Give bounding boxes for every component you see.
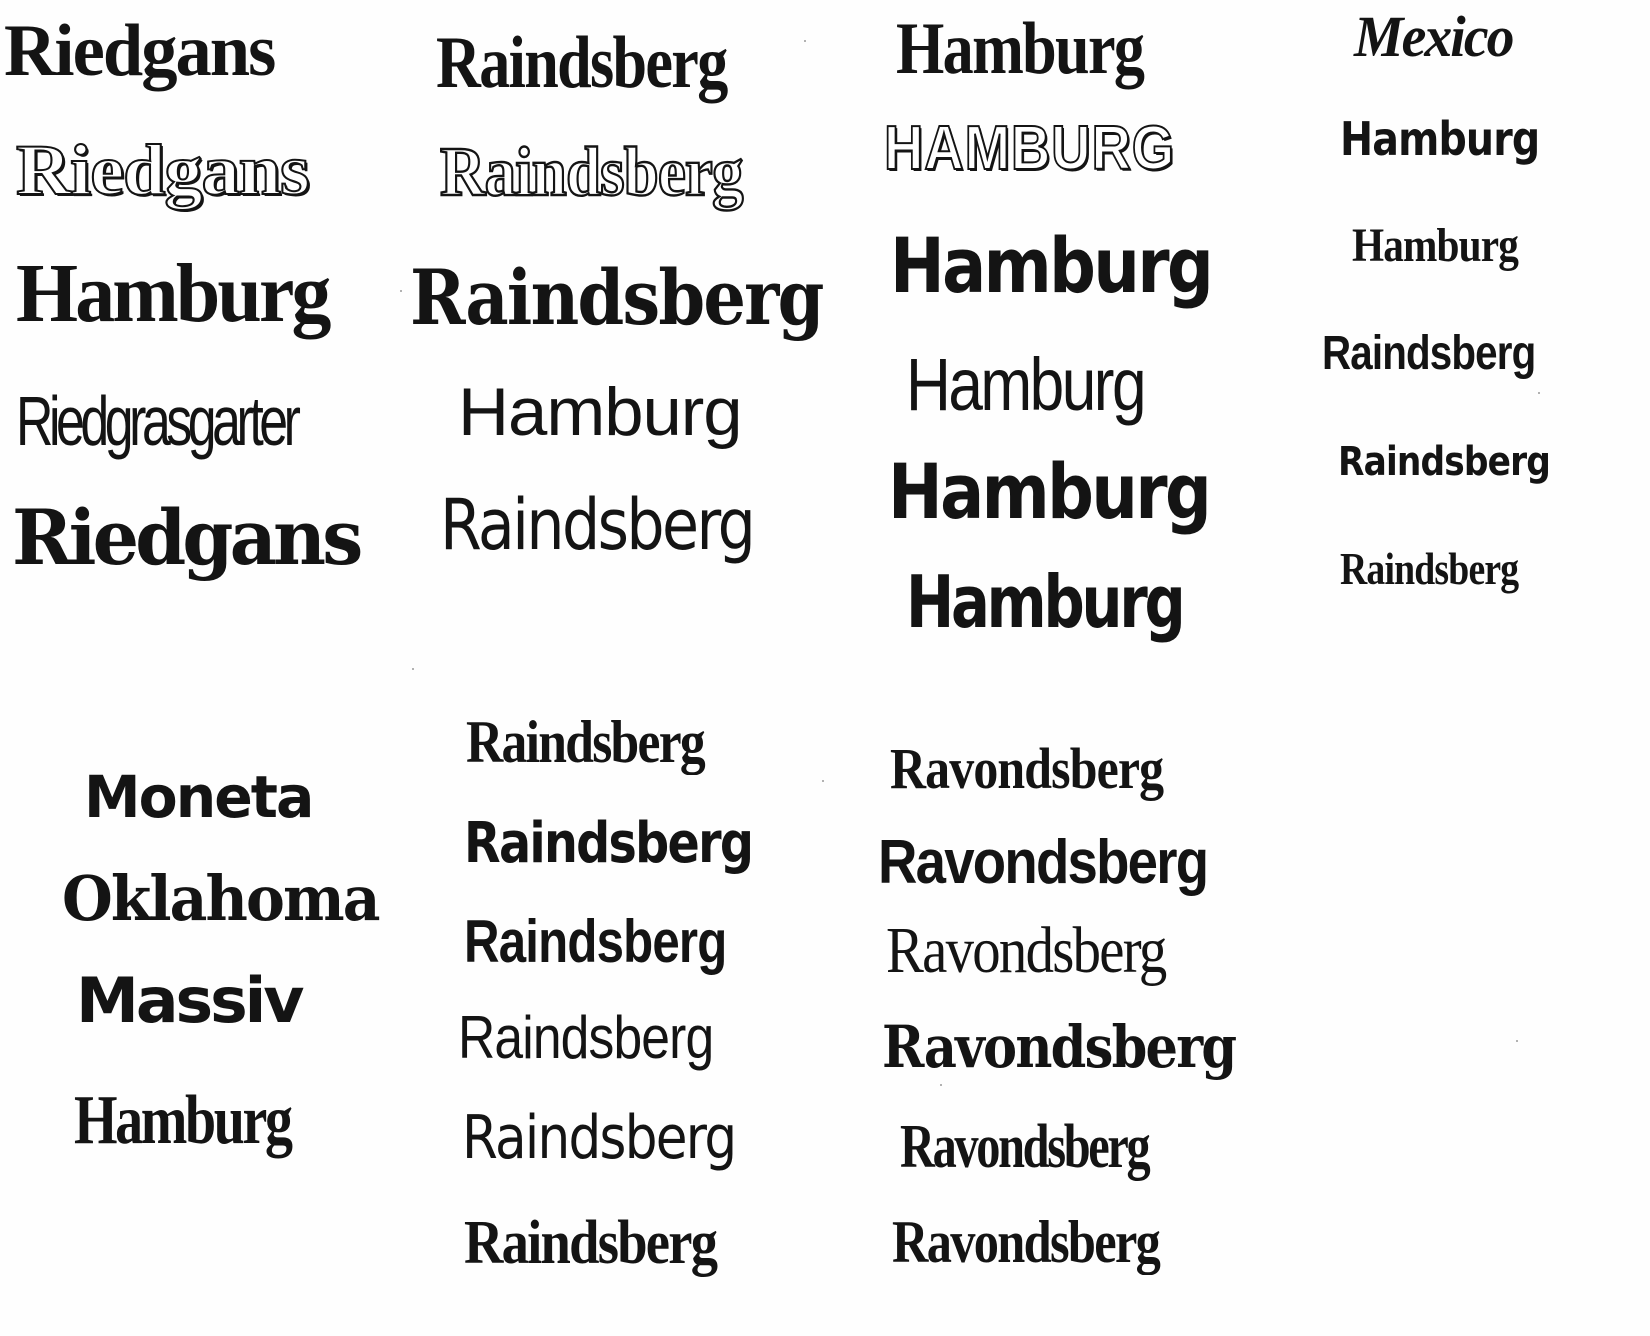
specimen-riedgrasgarter-thin: Riedgrasgarter	[16, 382, 297, 460]
specimen-hamburg-bold-sans: Hamburg	[888, 447, 1210, 536]
specimen-ravondsberg-serif: Ravondsberg	[890, 736, 1164, 801]
specimen-hamburg-heavy-sans: Hamburg	[890, 221, 1212, 310]
specimen-raindsberg-decorative-light: Raindsberg	[458, 1004, 714, 1071]
specimen-raindsberg-semibold: Raindsberg	[464, 908, 727, 975]
scan-speck	[1516, 1040, 1518, 1042]
specimen-riedgans-inline: Riedgans	[16, 130, 309, 210]
specimen-hamburg-stencil: Hamburg	[906, 560, 1183, 644]
specimen-raindsberg-rounded: Raindsberg	[440, 484, 754, 566]
specimen-raindsberg-sans-bold: Raindsberg	[464, 811, 753, 876]
specimen-oklahoma: Oklahoma	[62, 862, 379, 935]
specimen-ravondsberg-light-serif: Ravondsberg	[886, 914, 1166, 987]
scan-speck	[412, 668, 414, 670]
scan-speck	[940, 1084, 942, 1086]
specimen-hamburg-serif-small: Hamburg	[1352, 219, 1518, 272]
specimen-ravondsberg-bottom: Ravondsberg	[892, 1209, 1160, 1275]
specimen-hamburg-round-sans: Hamburg	[906, 343, 1145, 426]
specimen-raindsberg-sans-medium: Raindsberg	[1322, 327, 1536, 380]
specimen-raindsberg-sans-heavy-small: Raindsberg	[1338, 439, 1551, 485]
specimen-riedgans-bold-serif: Riedgans	[4, 10, 275, 92]
specimen-massiv: Massiv	[76, 964, 302, 1037]
specimen-raindsberg-regular-sans: Raindsberg	[462, 1103, 736, 1173]
specimen-raindsberg-bold-bottom: Raindsberg	[464, 1209, 717, 1277]
specimen-moneta: Moneta	[84, 763, 313, 831]
specimen-hamburg-sans-small: Hamburg	[1340, 112, 1540, 166]
specimen-raindsberg-bold-condensed: Raindsberg	[466, 709, 704, 775]
specimen-raindsberg-black-serif: Raindsberg	[410, 253, 823, 342]
specimen-raindsberg-serif-small: Raindsberg	[1340, 543, 1519, 594]
specimen-hamburg-light-sans: Hamburg	[458, 374, 742, 450]
specimen-riedgans-black-slab: Riedgans	[12, 493, 360, 582]
specimen-mexico-script: Mexico	[1354, 4, 1513, 69]
scan-speck	[400, 290, 402, 292]
specimen-ravondsberg-bold-sans: Ravondsberg	[878, 828, 1208, 897]
specimen-hamburg-condensed-bold: Hamburg	[16, 247, 329, 340]
specimen-hamburg-bold-serif: Hamburg	[896, 8, 1144, 90]
specimen-ravondsberg-bold-serif: Ravondsberg	[882, 1013, 1236, 1081]
scan-speck	[822, 780, 824, 782]
specimen-hamburg-shadow-caps: HAMBURG	[884, 114, 1176, 183]
specimen-ravondsberg-condensed: Ravondsberg	[900, 1113, 1149, 1181]
specimen-raindsberg-inline: Raindsberg	[440, 134, 743, 211]
scan-speck	[804, 40, 806, 42]
specimen-raindsberg-bold-serif: Raindsberg	[436, 22, 727, 104]
scan-speck	[1538, 392, 1540, 394]
specimen-hamburg-narrow: Hamburg	[74, 1082, 291, 1159]
